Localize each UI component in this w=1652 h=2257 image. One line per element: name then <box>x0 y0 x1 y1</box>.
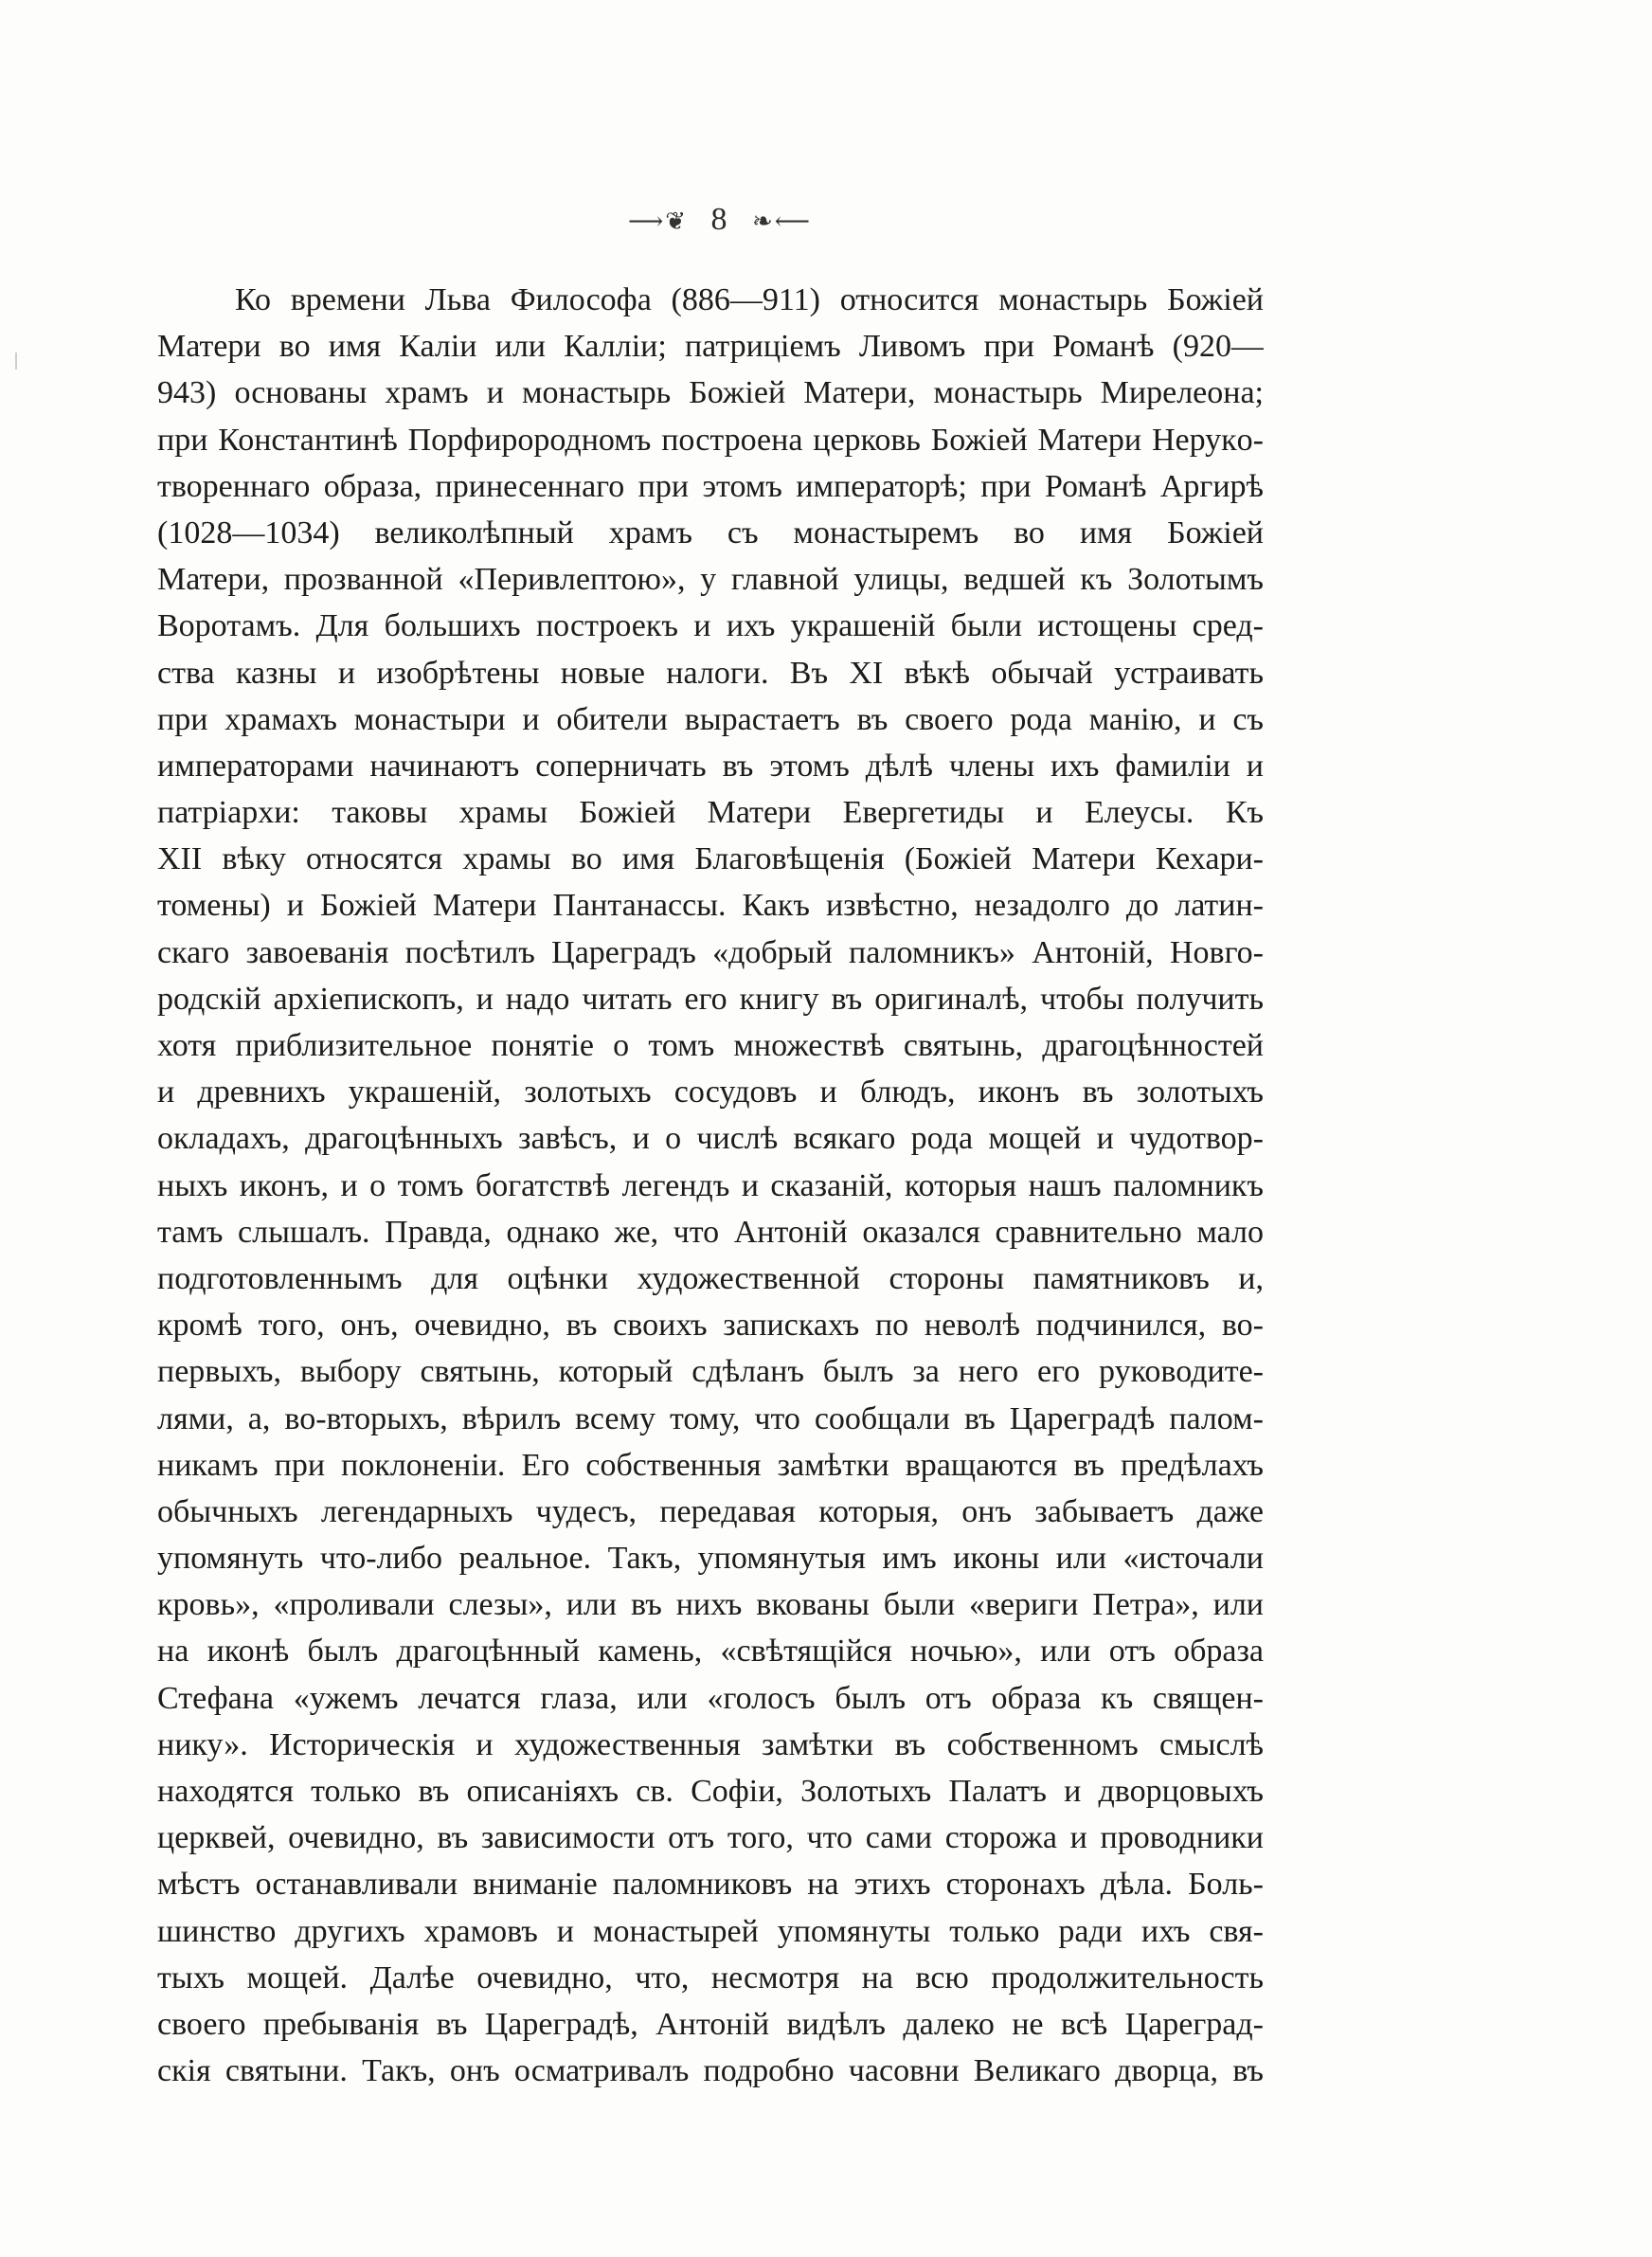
text-line: Стефана «ужемъ лечатся глаза, или «голосъ былъ отъ образа къ священ- <box>157 1680 1264 1716</box>
text-line: своего пребыванія въ Цареградѣ, Антоній видѣлъ далеко не всѣ Царегpад- <box>157 2006 1264 2042</box>
text-line: твореннаго образа, принесеннаго при этомъ императорѣ; при Романѣ Аргирѣ <box>157 468 1264 504</box>
left-ornament-icon: ⟶❦ <box>627 208 688 236</box>
right-ornament-icon: ❧⟵ <box>752 208 813 236</box>
text-line: церквей, очевидно, въ зависимости отъ того, что сами сторожа и проводники <box>157 1820 1264 1856</box>
text-line: нику». Историческія и художественныя замѣтки въ собственномъ смыслѣ <box>157 1726 1264 1762</box>
text-line: 943) основаны храмъ и монастырь Божіей Матери, монастырь Мирелеона; <box>157 375 1264 411</box>
text-line: ныхъ иконъ, и о томъ богатствѣ легендъ и сказаній, которыя нашъ паломникъ <box>157 1167 1264 1203</box>
text-line: и древнихъ украшеній, золотыхъ сосудовъ и блюдъ, иконъ въ золотыхъ <box>157 1074 1264 1110</box>
text-line: родскій архіепископъ, и надо читать его книгу въ оригиналѣ, чтобы получить <box>157 981 1264 1017</box>
text-line: кромѣ того, онъ, очевидно, въ своихъ запискахъ по неволѣ подчинился, во- <box>157 1308 1264 1344</box>
page-number-header <box>0 201 1440 241</box>
text-line: шинство другихъ храмовъ и монастырей упомянуты только ради ихъ свя- <box>157 1913 1264 1949</box>
text-line: мѣстъ останавливали вниманіе паломниковъ на этихъ сторонахъ дѣла. Боль- <box>157 1867 1264 1903</box>
text-line: первыхъ, выбору святынь, который сдѣланъ былъ за него его руководите- <box>157 1354 1264 1390</box>
text-line: скаго завоеванія посѣтилъ Цареградъ «добрый паломникъ» Антоній, Новго- <box>157 934 1264 970</box>
text-line: при Константинѣ Порфирородномъ построена церковь Божіей Матери Нерукo- <box>157 422 1264 458</box>
text-line: обычныхъ легендарныхъ чудесъ, передавая которыя, онъ забываетъ даже <box>157 1493 1264 1529</box>
text-line: находятся только въ описаніяхъ св. Софіи, Золотыхъ Палатъ и дворцовыхъ <box>157 1774 1264 1809</box>
text-line: никамъ при поклоненіи. Его собственныя замѣтки вращаются въ предѣлахъ <box>157 1447 1264 1483</box>
text-line: Матери во имя Каліи или Калліи; патриціемъ Ливомъ при Романѣ (920— <box>157 329 1264 365</box>
text-line: императорами начинаютъ соперничать въ этомъ дѣлѣ члены ихъ фамиліи и <box>157 748 1264 784</box>
text-line: Воротамъ. Для большихъ построекъ и ихъ украшеній были истощены сред- <box>157 608 1264 644</box>
text-line: ства казны и изобрѣтены новые налоги. Въ XI вѣкѣ обычай устраивать <box>157 655 1264 691</box>
text-line: тамъ слышалъ. Правда, однако же, что Антоній оказался сравнительно мало <box>157 1214 1264 1250</box>
text-line: подготовленнымъ для оцѣнки художественной стороны памятниковъ и, <box>157 1260 1264 1296</box>
margin-speck <box>15 352 17 370</box>
body-text <box>157 277 1264 2094</box>
text-line: лями, а, во-вторыхъ, вѣрилъ всему тому, что сообщали въ Цареградѣ палом- <box>157 1400 1264 1436</box>
text-line: окладахъ, драгоцѣнныхъ завѣсъ, и о числѣ всякаго рода мощей и чудотвор- <box>157 1121 1264 1157</box>
text-line: патріархи: таковы храмы Божіей Матери Евергетиды и Елеусы. Къ <box>157 795 1264 831</box>
text-line: (1028—1034) великолѣпный храмъ съ монастыремъ во имя Божіей <box>157 515 1264 551</box>
text-line: на иконѣ былъ драгоцѣнный камень, «свѣтящійся ночью», или отъ образа <box>157 1634 1264 1670</box>
text-line: томены) и Божіей Матери Пантанассы. Какъ извѣстно, незадолго до латин- <box>157 888 1264 924</box>
page-number: 8 <box>710 202 729 237</box>
text-line: при храмахъ монастыри и обители вырастаетъ въ своего рода манію, и съ <box>157 701 1264 737</box>
text-line: кровь», «проливали слезы», или въ нихъ вкованы были «вериги Петра», или <box>157 1587 1264 1623</box>
text-line: тыхъ мощей. Далѣе очевидно, что, несмотря на всю продолжительность <box>157 1959 1264 1995</box>
text-line: упомянуть что-либо реальное. Такъ, упомянутыя имъ иконы или «источали <box>157 1541 1264 1577</box>
text-line: XII вѣку относятся храмы во имя Благовѣщенія (Божіей Матери Кехари- <box>157 841 1264 877</box>
text-line: Матери, прозванной «Перивлептою», у главной улицы, ведшей къ Золотымъ <box>157 562 1264 598</box>
text-line: Ко времени Льва Философа (886—911) относится монастырь Божіей <box>235 282 1264 317</box>
text-line: хотя приблизительное понятіе о томъ множествѣ святынь, драгоцѣнностей <box>157 1028 1264 1063</box>
text-line: скія святыни. Такъ, онъ осматривалъ подробно часовни Великаго дворца, въ <box>157 2053 1264 2089</box>
